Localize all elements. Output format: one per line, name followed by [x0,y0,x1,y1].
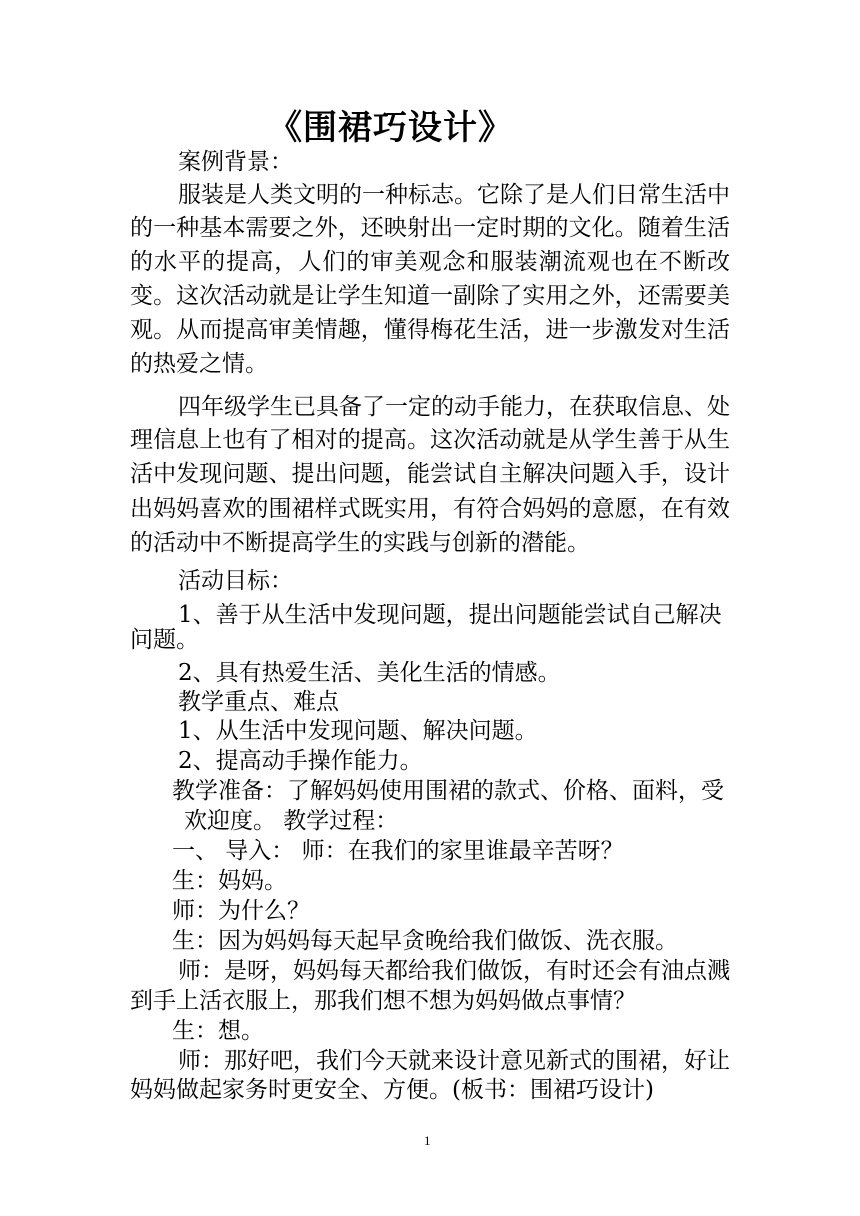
text-line: 观。从而提高审美情趣，懂得梅花生活，进一步激发对生活 [130,317,730,343]
text-line: 1、善于从生活中发现问题，提出问题能尝试自己解决 [178,602,722,628]
text-line: 出妈妈喜欢的围裙样式既实用，有符合妈妈的意愿，在有效 [130,496,730,522]
text-line: 教学准备：了解妈妈使用围裙的款式、价格、面料，受 [172,778,724,804]
text-line: 变。这次活动就是让学生知道一副除了实用之外，还需要美 [130,283,730,309]
text-line: 的水平的提高，人们的审美观念和服装潮流观也在不断改 [130,249,730,275]
text-line: 到手上活衣服上，那我们想不想为妈妈做点事情？ [130,988,636,1014]
text-line: 服装是人类文明的一种标志。它除了是人们日常生活中 [178,182,730,208]
text-line: 的活动中不断提高学生的实践与创新的潜能。 [130,530,590,556]
text-line: 2、具有热爱生活、美化生活的情感。 [178,660,561,686]
text-line: 妈妈做起家务时更安全、方便。(板书：围裙巧设计) [130,1077,654,1103]
text-line: 1、从生活中发现问题、解决问题。 [178,718,538,744]
text-line: 活中发现问题、提出问题，能尝试自主解决问题入手，设计 [130,461,730,487]
text-line: 2、提高动手操作能力。 [178,748,423,774]
text-line: 一、 导入： 师：在我们的家里谁最辛苦呀？ [172,838,624,864]
text-line: 理信息上也有了相对的提高。这次活动就是从学生善于从生 [130,427,730,453]
text-line: 生：妈妈。 [172,868,287,894]
text-line: 教学重点、难点 [178,689,339,715]
text-line: 师：为什么？ [172,898,310,924]
document-title: 《围裙巧设计》 [268,108,513,148]
text-line: 四年级学生已具备了一定的动手能力，在获取信息、处 [178,394,730,420]
text-line: 师：是呀，妈妈每天都给我们做饭，有时还会有油点溅 [178,958,730,984]
text-line: 师：那好吧，我们今天就来设计意见新式的围裙，好让 [178,1048,730,1074]
text-line: 欢迎度。 教学过程： [184,808,399,834]
text-line: 生：因为妈妈每天起早贪晚给我们做饭、洗衣服。 [172,928,678,954]
text-line: 问题。 [130,627,199,653]
page-number: 1 [424,1133,431,1148]
text-line: 案例背景： [178,149,293,175]
text-line: 的一种基本需要之外，还映射出一定时期的文化。随着生活 [130,215,730,241]
text-line: 活动目标： [178,568,293,594]
text-line: 生：想。 [172,1018,264,1044]
text-line: 的热爱之情。 [130,351,268,377]
